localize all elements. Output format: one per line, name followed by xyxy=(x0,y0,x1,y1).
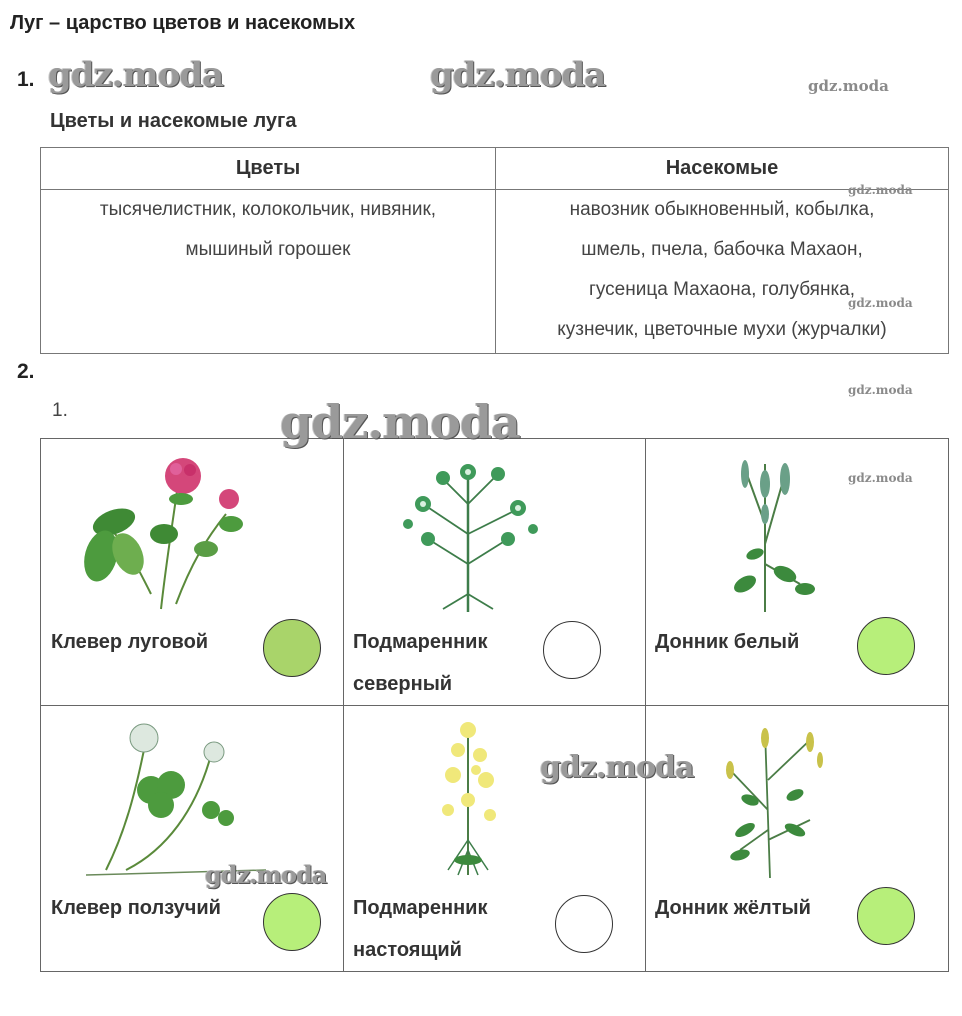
plant-card xyxy=(645,439,948,705)
plant-card xyxy=(343,705,645,971)
watermark: gdz.moda xyxy=(280,395,520,449)
insects-line: шмель, пчела, бабочка Махаон, xyxy=(581,239,863,260)
insects-line: гусеница Махаона, голубянка, xyxy=(588,279,856,300)
answer-circle-marked[interactable] xyxy=(857,887,915,945)
plants-grid xyxy=(40,438,949,972)
red-clover-illustration xyxy=(66,444,266,614)
yellow-melilot-illustration xyxy=(670,710,870,880)
plant-name: Донник белый xyxy=(655,631,800,653)
answer-circle-empty[interactable] xyxy=(543,621,601,679)
watermark: gdz.moda xyxy=(48,55,224,95)
watermark-small: gdz.moda xyxy=(848,471,913,485)
flowers-line: мышиный горошек xyxy=(185,239,351,260)
watermark-small: gdz.moda xyxy=(848,296,913,310)
plant-card xyxy=(41,439,343,705)
plant-card xyxy=(343,439,645,705)
answer-circle-marked[interactable] xyxy=(263,619,321,677)
watermark: gdz.moda xyxy=(205,860,327,889)
plant-name: Подмаренник северный xyxy=(353,631,488,695)
yellow-bedstraw-illustration xyxy=(368,710,568,880)
plant-name: Донник жёлтый xyxy=(655,897,811,919)
insects-cell xyxy=(496,190,949,354)
answer-circle-marked[interactable] xyxy=(857,617,915,675)
flowers-line: тысячелистник, колокольчик, нивяник, xyxy=(99,199,437,220)
task-1-number: 1. xyxy=(17,68,35,91)
plant-card xyxy=(645,705,948,971)
table-header-insects: Насекомые xyxy=(496,148,949,190)
watermark-small: gdz.moda xyxy=(848,383,913,397)
table-header-flowers: Цветы xyxy=(41,148,496,190)
white-melilot-illustration xyxy=(670,444,870,614)
flowers-cell xyxy=(41,190,496,354)
insects-line: навозник обыкновенный, кобылка, xyxy=(569,199,875,220)
watermark: gdz.moda xyxy=(540,750,694,785)
flowers-insects-table xyxy=(40,147,949,354)
answer-circle-marked[interactable] xyxy=(263,893,321,951)
answer-circle-empty[interactable] xyxy=(555,895,613,953)
plant-card xyxy=(41,705,343,971)
task-2-sub-number: 1. xyxy=(52,400,68,421)
task-1-subtitle: Цветы и насекомые луга xyxy=(50,110,297,132)
plant-name: Клевер луговой xyxy=(51,631,209,653)
insects-line: кузнечик, цветочные мухи (журчалки) xyxy=(557,319,887,340)
watermark: gdz.moda xyxy=(430,55,606,95)
watermark-small: gdz.moda xyxy=(808,77,889,95)
plant-name: Клевер ползучий xyxy=(51,897,221,919)
plant-name: Подмаренник настоящий xyxy=(353,897,488,961)
task-2-number: 2. xyxy=(17,360,35,383)
white-clover-illustration xyxy=(66,710,266,880)
northern-bedstraw-illustration xyxy=(368,444,568,614)
page-title: Луг – царство цветов и насекомых xyxy=(10,12,356,34)
watermark-small: gdz.moda xyxy=(848,183,913,197)
